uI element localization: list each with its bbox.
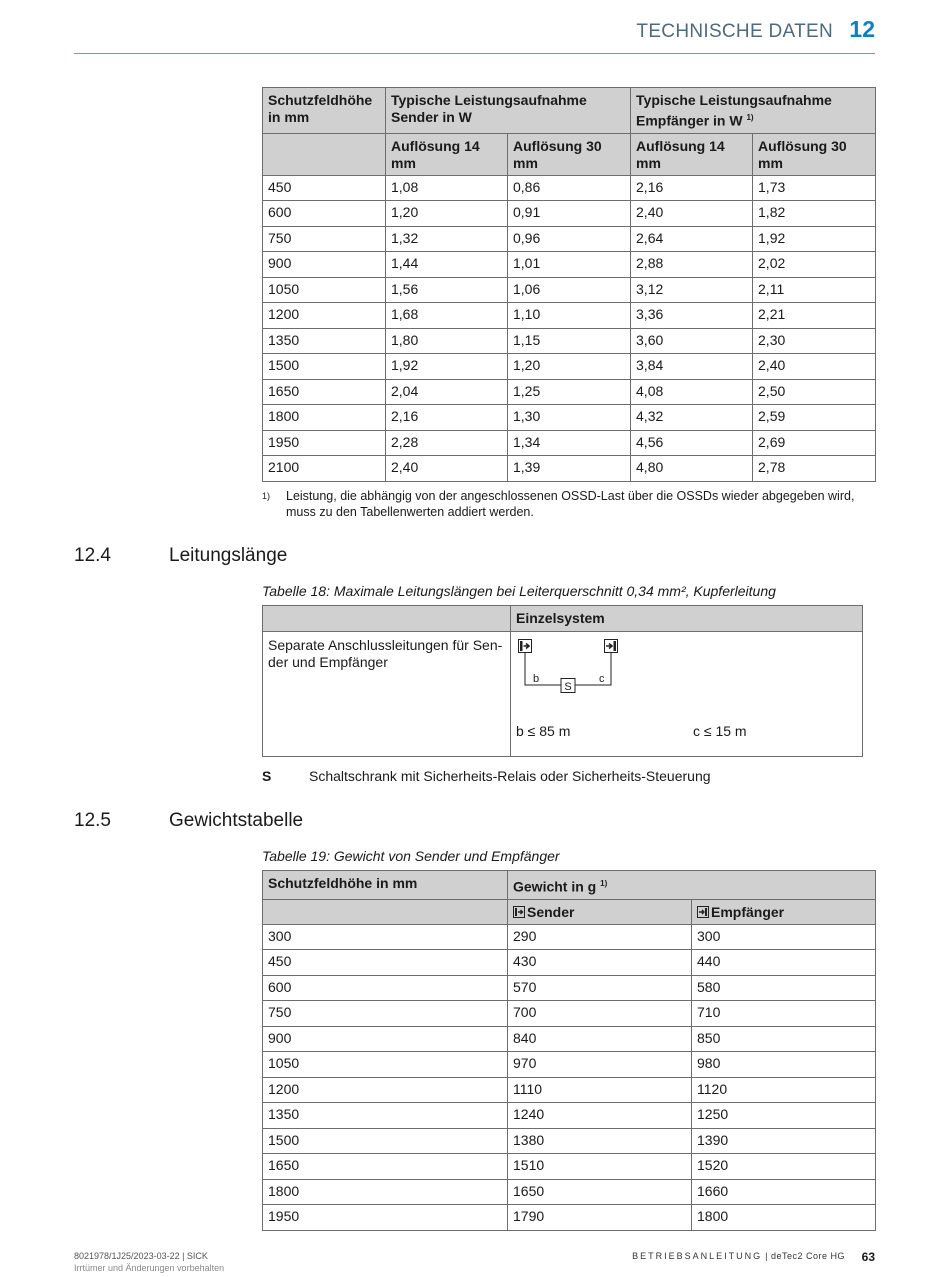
table-cell: 1500	[263, 354, 386, 380]
legend-key: S	[262, 768, 272, 784]
table-cell: 980	[692, 1052, 876, 1078]
table-cell: 1650	[263, 1154, 508, 1180]
table-cell: 1,20	[386, 201, 508, 227]
table-row	[263, 175, 876, 201]
table-cell: 1510	[508, 1154, 692, 1180]
table-cell: 1,68	[386, 303, 508, 329]
table-cell: 840	[508, 1026, 692, 1052]
table-cell: 700	[508, 1001, 692, 1027]
chapter-title: TECHNISCHE DATEN	[636, 21, 833, 42]
table-row	[263, 975, 876, 1001]
table-row	[263, 1026, 876, 1052]
table-cell: 1,73	[753, 175, 876, 201]
table-cell: 2,02	[753, 252, 876, 278]
table-cell: 4,56	[631, 430, 753, 456]
table-cell: 2,04	[386, 379, 508, 405]
table-cell: 2,69	[753, 430, 876, 456]
column-header-weight: Gewicht in g $^{1)}$	[508, 871, 876, 900]
table-row	[263, 950, 876, 976]
table-cell: 1390	[692, 1128, 876, 1154]
table-cell: 1,92	[386, 354, 508, 380]
cable-length-table	[262, 605, 863, 757]
receiver-icon	[605, 640, 618, 653]
table-cell: 1650	[263, 379, 386, 405]
table-row	[263, 201, 876, 227]
table-cell: 2,59	[753, 405, 876, 431]
page-number: 63	[861, 1250, 875, 1264]
table-cell: 0,96	[508, 226, 631, 252]
table-cell: 2,40	[631, 201, 753, 227]
table-cell: 1050	[263, 1052, 508, 1078]
table-cell: 440	[692, 950, 876, 976]
weight-table	[262, 870, 876, 1231]
table-cell: 3,84	[631, 354, 753, 380]
table-cell: 1200	[263, 1077, 508, 1103]
table-cell: 1,08	[386, 175, 508, 201]
table-cell: 1,25	[508, 379, 631, 405]
table-row	[263, 226, 876, 252]
table-cell: 970	[508, 1052, 692, 1078]
diagram-label-b: b	[533, 673, 540, 685]
table-cell: 1,20	[508, 354, 631, 380]
table-cell: 4,80	[631, 456, 753, 482]
table-cell: 1950	[263, 430, 386, 456]
wiring-diagram	[516, 637, 857, 752]
column-subheader: Auflösung 30 mm	[508, 133, 631, 175]
table-cell: 600	[263, 201, 386, 227]
table-cell: 1520	[692, 1154, 876, 1180]
table-cell: 900	[263, 1026, 508, 1052]
document-id: 8021978/1J25/2023-03-22 | SICK	[74, 1251, 208, 1261]
table-row	[263, 1205, 876, 1231]
footnote-text: Leistung, die abhängig von der angeschlossenen OSSD-Last über die OSSDs wieder abgegeben wird, muss zu den Tabellenwerten addiert werden.	[286, 489, 855, 519]
footer-right: BETRIEBSANLEITUNG | deTec2 Core HG	[632, 1251, 845, 1261]
table-cell: 2,50	[753, 379, 876, 405]
table-cell: 1350	[263, 1103, 508, 1129]
sender-icon	[519, 640, 532, 653]
table-cell: 300	[692, 924, 876, 950]
table-18-caption: Tabelle 18: Maximale Leitungslängen bei Leiterquerschnitt 0,34 mm², Kupferleitung	[262, 583, 776, 599]
table-cell: 450	[263, 950, 508, 976]
table-row	[263, 328, 876, 354]
legend-description: Schaltschrank mit Sicherheits-Relais oder Sicherheits-Steuerung	[309, 768, 711, 784]
product-name: deTec2 Core HG	[770, 1251, 845, 1261]
table-row	[263, 1103, 876, 1129]
table-cell: 1240	[508, 1103, 692, 1129]
column-subheader: Auflösung 14 mm	[386, 133, 508, 175]
sender-cable-limit: b ≤ 85 m	[516, 723, 571, 739]
column-header-empty	[263, 606, 511, 632]
table-cell: 1,82	[753, 201, 876, 227]
column-header-empty	[263, 133, 386, 175]
table-row	[263, 430, 876, 456]
table-cell: 2,64	[631, 226, 753, 252]
table-cell: 850	[692, 1026, 876, 1052]
table-row	[263, 277, 876, 303]
section-title: Gewichtstabelle	[169, 810, 304, 831]
table-cell: 1250	[692, 1103, 876, 1129]
table-cell: 570	[508, 975, 692, 1001]
table-cell: 3,60	[631, 328, 753, 354]
table-cell: 1,06	[508, 277, 631, 303]
table-cell: 1500	[263, 1128, 508, 1154]
wiring-diagram-graphic	[516, 637, 636, 697]
table-cell: 2100	[263, 456, 386, 482]
table-cell: 1790	[508, 1205, 692, 1231]
wiring-diagram-cell	[511, 632, 863, 757]
table-19-caption: Tabelle 19: Gewicht von Sender und Empfänger	[262, 848, 560, 864]
column-header-receiver: Empfänger	[692, 899, 876, 924]
table-cell: 750	[263, 226, 386, 252]
table-cell: 1,92	[753, 226, 876, 252]
table-row	[263, 379, 876, 405]
table-cell: 2,28	[386, 430, 508, 456]
table-cell: 1350	[263, 328, 386, 354]
table-cell: 2,16	[631, 175, 753, 201]
table-cell: 1200	[263, 303, 386, 329]
table-cell: 1,56	[386, 277, 508, 303]
section-number: 12.5	[74, 810, 111, 831]
column-header-single-system: Einzelsystem	[511, 606, 863, 632]
table-row	[263, 252, 876, 278]
page-header	[74, 16, 875, 54]
column-header-sender: Sender	[508, 899, 692, 924]
table-row	[263, 354, 876, 380]
column-subheader: Auflösung 14 mm	[631, 133, 753, 175]
column-header-field-height: Schutzfeldhöhe in mm	[263, 88, 386, 134]
table-cell: 1,32	[386, 226, 508, 252]
table-row	[263, 303, 876, 329]
table-cell: 2,78	[753, 456, 876, 482]
table-cell: 4,32	[631, 405, 753, 431]
table-row	[263, 1001, 876, 1027]
table-cell: 600	[263, 975, 508, 1001]
table-row	[263, 1154, 876, 1180]
table-row	[263, 1179, 876, 1205]
table-cell: 3,12	[631, 277, 753, 303]
table-cell: 900	[263, 252, 386, 278]
table-row	[263, 1052, 876, 1078]
table-cell: 580	[692, 975, 876, 1001]
receiver-icon	[697, 906, 709, 918]
table-cell: 4,08	[631, 379, 753, 405]
table-cell: 1,34	[508, 430, 631, 456]
table-cell: 1800	[692, 1205, 876, 1231]
table-cell: 1800	[263, 405, 386, 431]
table-row	[263, 924, 876, 950]
table-cell: 430	[508, 950, 692, 976]
table-row	[263, 1077, 876, 1103]
receiver-cable-limit: c ≤ 15 m	[693, 723, 747, 739]
table-cell: 1650	[508, 1179, 692, 1205]
table-cell: 2,21	[753, 303, 876, 329]
table-cell: 2,40	[386, 456, 508, 482]
table-cell: 1,15	[508, 328, 631, 354]
table-cell: 1,39	[508, 456, 631, 482]
footnote-mark: 1)	[262, 491, 271, 501]
table-cell: 1,80	[386, 328, 508, 354]
table-cell: 300	[263, 924, 508, 950]
table-cell: 1,01	[508, 252, 631, 278]
cable-row-label: Separate Anschlussleitungen für Sender und Empfänger	[263, 632, 511, 757]
table-cell: 3,36	[631, 303, 753, 329]
footer-left	[74, 1250, 224, 1274]
table-row	[263, 1128, 876, 1154]
table-cell: 1,44	[386, 252, 508, 278]
section-title: Leitungslänge	[169, 545, 288, 566]
sender-icon	[513, 906, 525, 918]
table-row	[263, 456, 876, 482]
table-cell: 2,40	[753, 354, 876, 380]
column-header-empty	[263, 899, 508, 924]
document-type: BETRIEBSANLEITUNG	[632, 1251, 763, 1261]
table-cell: 2,11	[753, 277, 876, 303]
table-cell: 710	[692, 1001, 876, 1027]
table-row	[263, 405, 876, 431]
section-number: 12.4	[74, 545, 111, 566]
diagram-label-c: c	[599, 673, 605, 685]
column-header-receiver: Typische Leistungsaufnahme Empfänger in W $^{1)}$	[631, 88, 876, 134]
table-cell: 1950	[263, 1205, 508, 1231]
diagram-label-s: S	[564, 681, 572, 693]
table-cell: 2,30	[753, 328, 876, 354]
table-cell: 1050	[263, 277, 386, 303]
column-subheader: Auflösung 30 mm	[753, 133, 876, 175]
table-cell: 1380	[508, 1128, 692, 1154]
table-cell: 750	[263, 1001, 508, 1027]
table-cell: 0,91	[508, 201, 631, 227]
table-cell: 450	[263, 175, 386, 201]
disclaimer: Irrtümer und Änderungen vorbehalten	[74, 1263, 225, 1273]
table-cell: 1120	[692, 1077, 876, 1103]
power-consumption-table	[262, 87, 876, 482]
table-cell: 1660	[692, 1179, 876, 1205]
table-cell: 2,16	[386, 405, 508, 431]
footnote	[262, 488, 875, 520]
column-header-sender: Typische Leistungsaufnahme Sender in W	[386, 88, 631, 134]
table-cell: 0,86	[508, 175, 631, 201]
table-cell: 290	[508, 924, 692, 950]
table-cell: 1110	[508, 1077, 692, 1103]
column-header-field-height: Schutzfeldhöhe in mm	[263, 871, 508, 900]
table-cell: 1,10	[508, 303, 631, 329]
table-cell: 2,88	[631, 252, 753, 278]
table-cell: 1800	[263, 1179, 508, 1205]
chapter-number: 12	[849, 16, 875, 42]
table-cell: 1,30	[508, 405, 631, 431]
